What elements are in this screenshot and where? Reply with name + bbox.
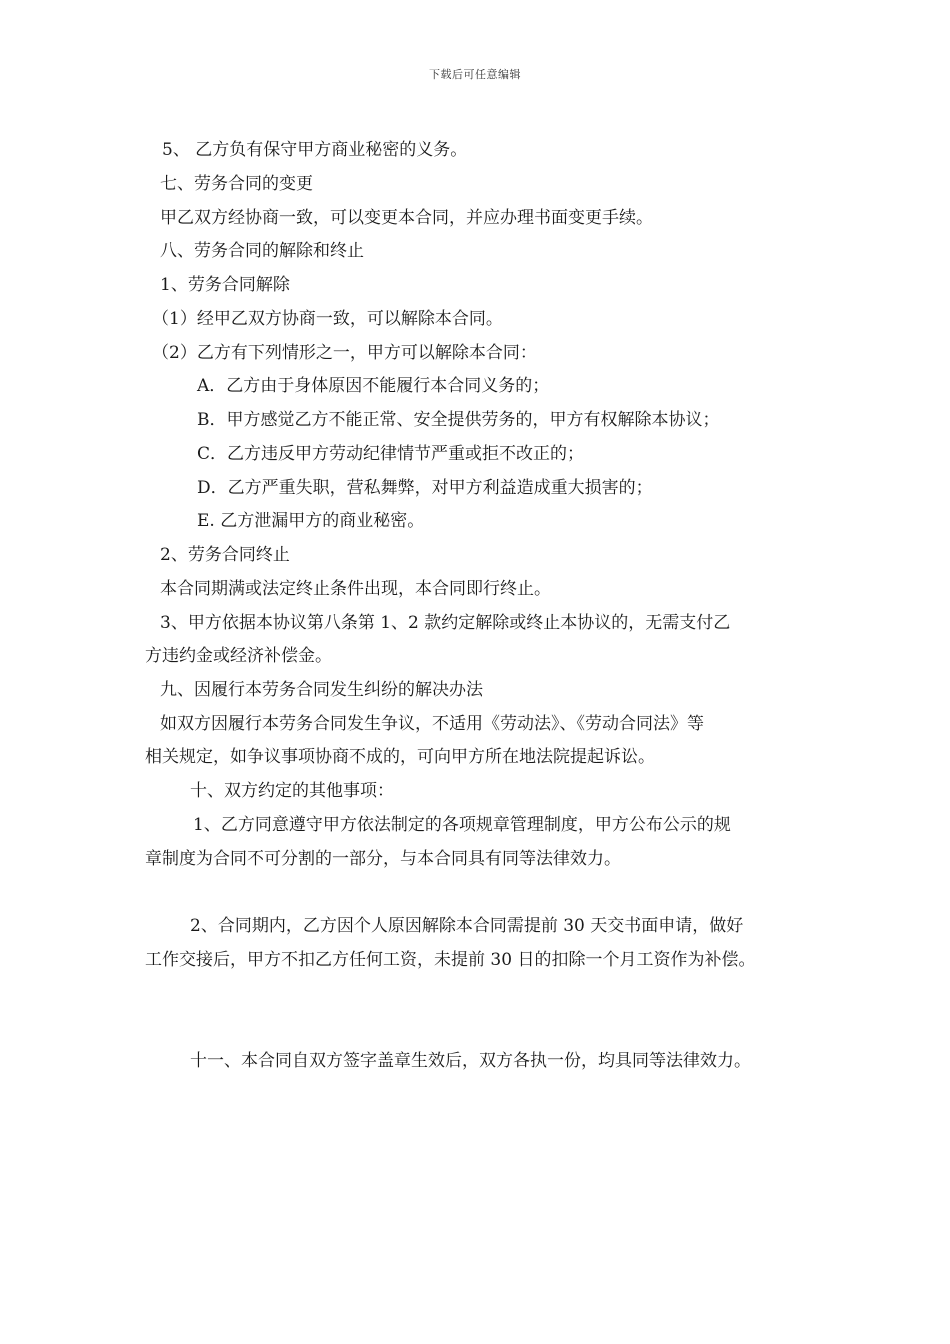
section-10-1-line-1: 1、乙方同意遵守甲方依法制定的各项规章管理制度，甲方公布公示的规 [193,815,731,835]
section-8-3-text-line-2: 方违约金或经济补偿金。 [145,646,332,666]
section-7-text: 甲乙双方经协商一致，可以变更本合同，并应办理书面变更手续。 [160,208,653,228]
section-8-3-text-line-1: 3、甲方依据本协议第八条第 1、2 款约定解除或终止本协议的，无需支付乙 [160,613,731,633]
section-9-heading: 九、因履行本劳务合同发生纠纷的解决办法 [160,680,483,700]
list-item-c: C．乙方违反甲方劳动纪律情节严重或拒不改正的； [197,444,585,464]
section-8-2-heading: 2、劳务合同终止 [160,545,290,565]
section-10-1-line-2: 章制度为合同不可分割的一部分，与本合同具有同等法律效力。 [145,849,621,869]
section-8-heading: 八、劳务合同的解除和终止 [160,241,364,261]
section-10-2-line-1: 2、合同期内，乙方因个人原因解除本合同需提前 30 天交书面申请，做好 [190,916,744,936]
section-9-text-line-2: 相关规定，如争议事项协商不成的，可向甲方所在地法院提起诉讼。 [145,747,655,767]
list-item-d: D．乙方严重失职，营私舞弊，对甲方利益造成重大损害的； [197,478,653,498]
list-item-e: E. 乙方泄漏甲方的商业秘密。 [197,511,425,531]
list-item-a: A．乙方由于身体原因不能履行本合同义务的； [197,376,550,396]
section-8-1-item-1: （1）经甲乙双方协商一致，可以解除本合同。 [152,309,503,329]
section-11-text: 十一、本合同自双方签字盖章生效后，双方各执一份，均具同等法律效力。 [190,1051,751,1071]
clause-5-confidentiality: 5、 乙方负有保守甲方商业秘密的义务。 [162,140,468,160]
section-10-2-line-2: 工作交接后，甲方不扣乙方任何工资，未提前 30 日的扣除一个月工资作为补偿。 [145,950,756,970]
section-7-heading: 七、劳务合同的变更 [160,174,313,194]
section-8-1-item-2: （2）乙方有下列情形之一，甲方可以解除本合同： [152,343,537,363]
page-header-note: 下载后可任意编辑 [429,68,521,81]
list-item-b: B．甲方感觉乙方不能正常、安全提供劳务的，甲方有权解除本协议； [197,410,720,430]
section-8-2-text: 本合同期满或法定终止条件出现，本合同即行终止。 [160,579,551,599]
section-9-text-line-1: 如双方因履行本劳务合同发生争议，不适用《劳动法》、《劳动合同法》等 [160,714,704,734]
section-8-1-heading: 1、劳务合同解除 [160,275,290,295]
section-10-heading: 十、双方约定的其他事项： [190,781,394,801]
